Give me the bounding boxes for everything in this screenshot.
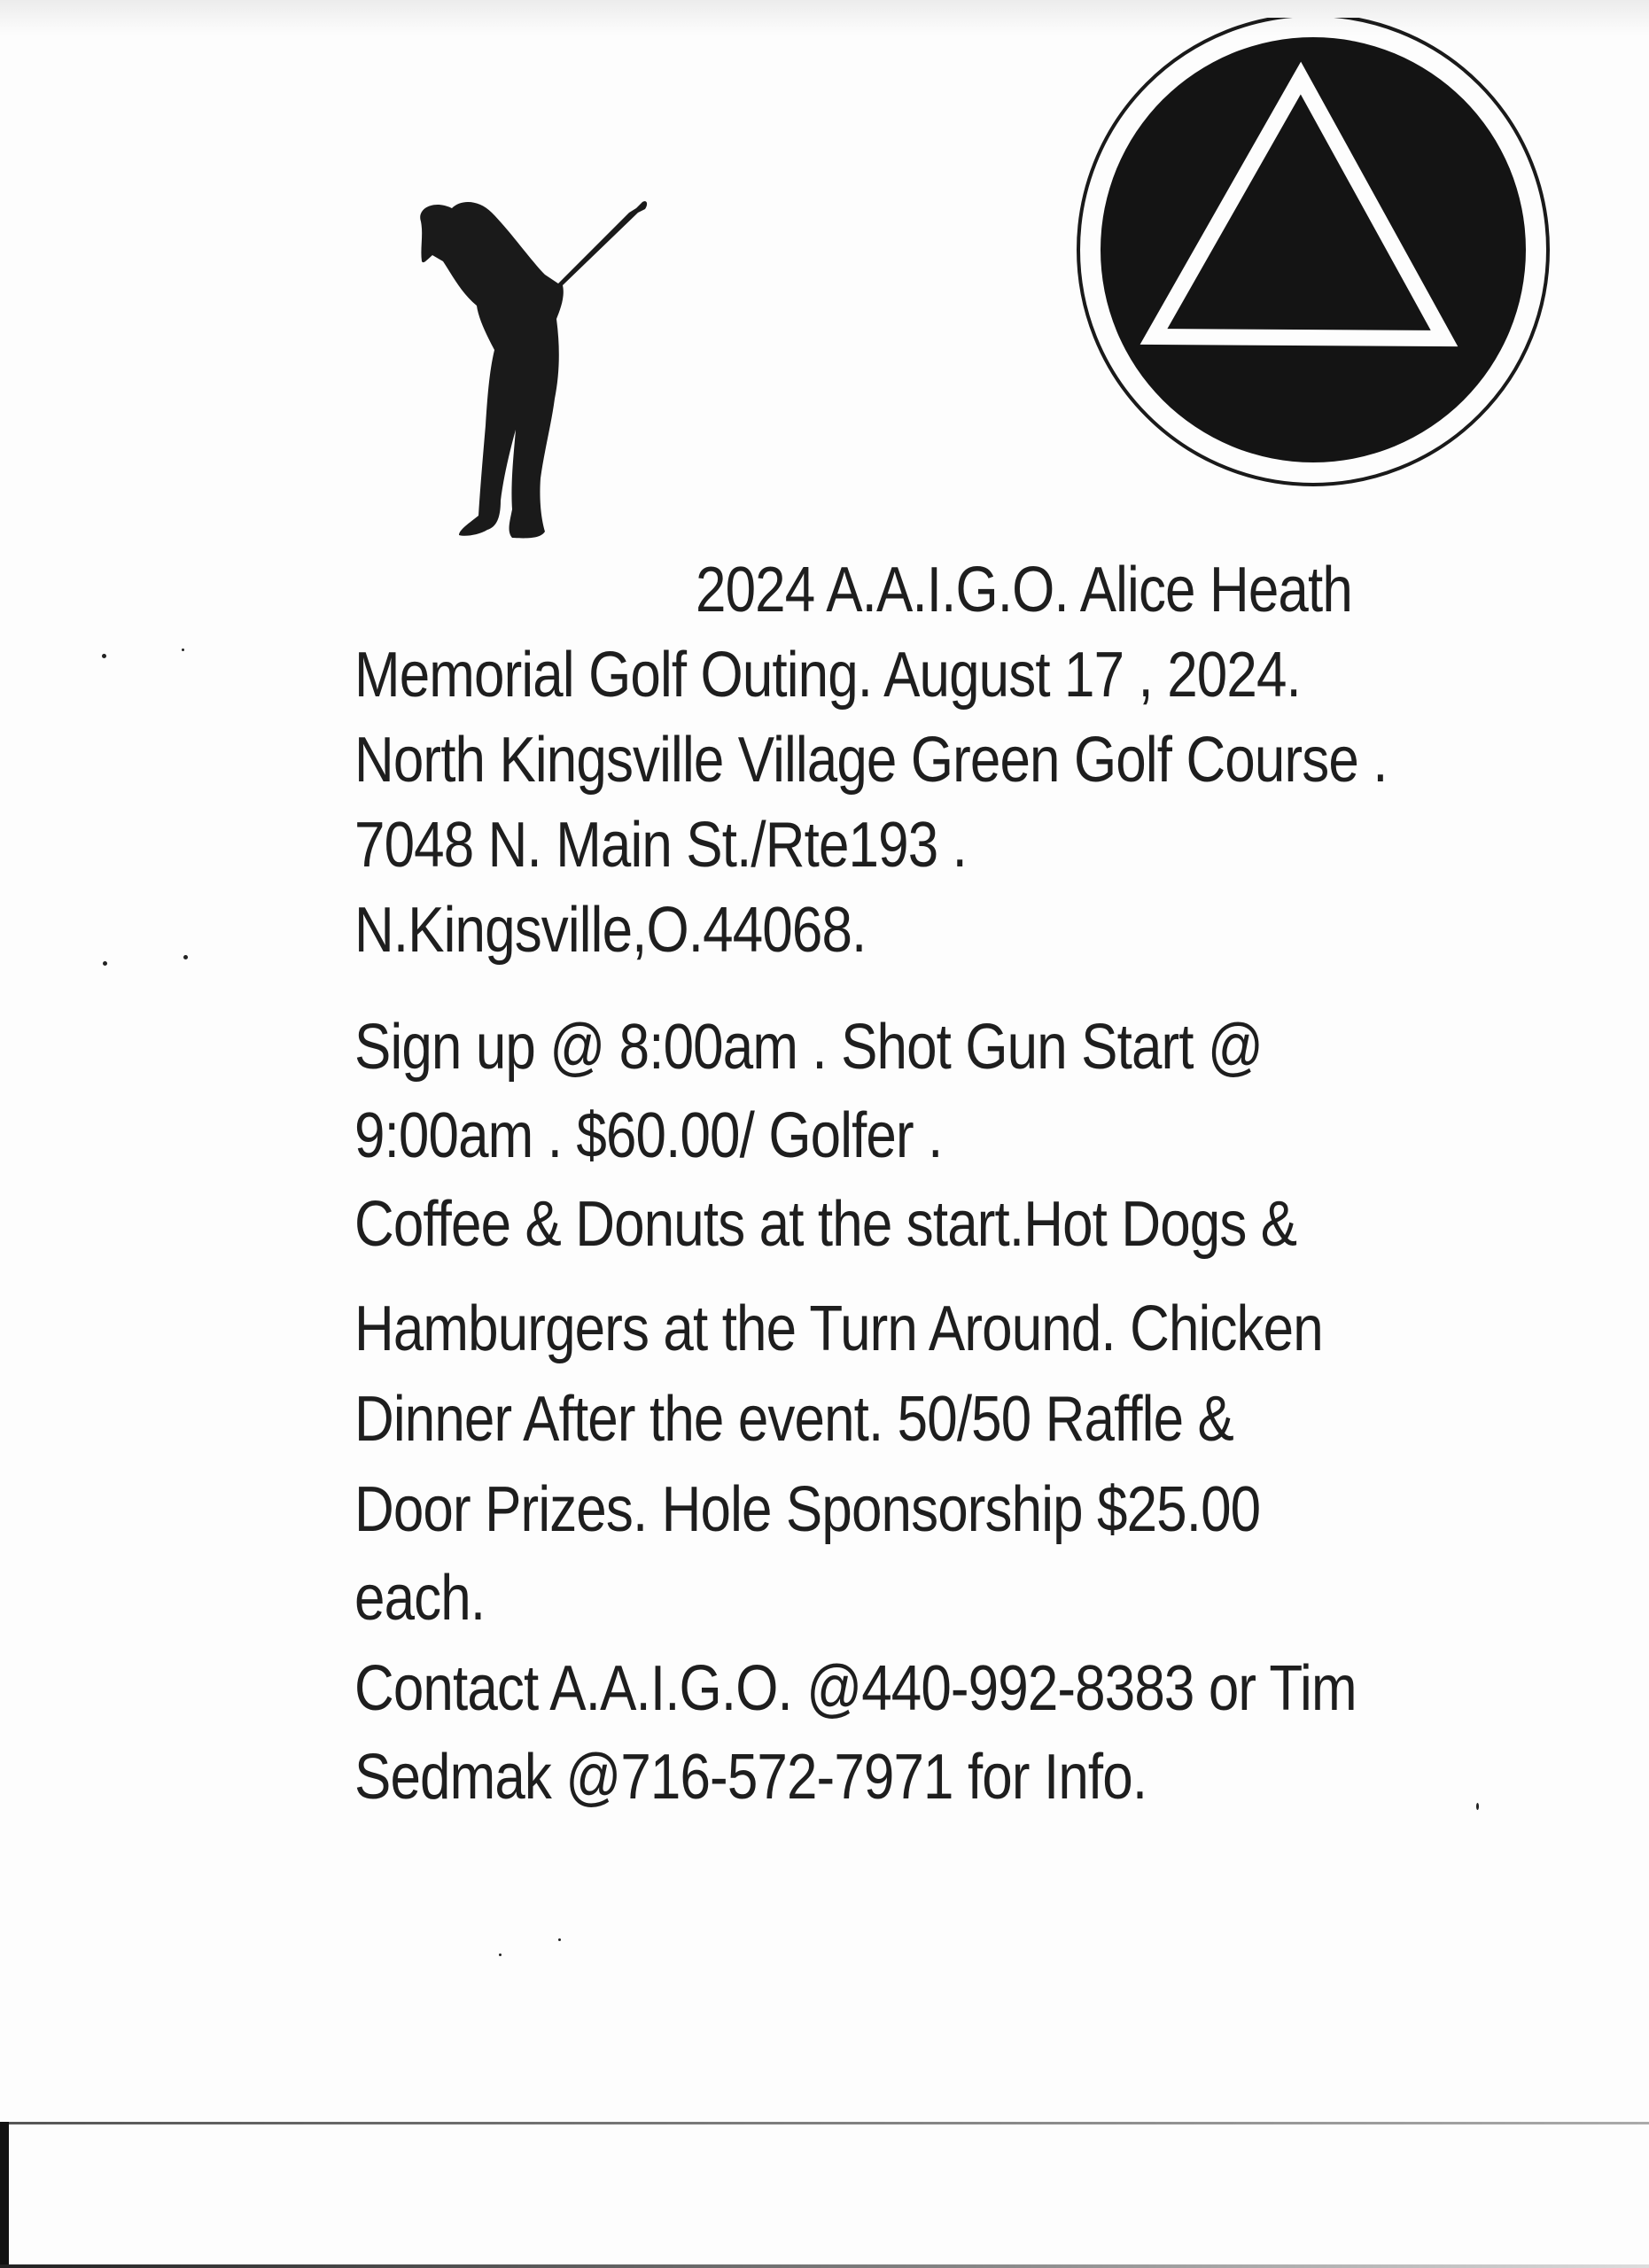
address-street-line: 7048 N. Main St./Rte193 . (354, 810, 967, 881)
page-fold-line (0, 2122, 1649, 2124)
scan-speck (103, 961, 107, 966)
heading-line-1: 2024 A.A.I.G.O. Alice Heath (696, 555, 1352, 625)
prizes-line-3: each. (354, 1563, 486, 1634)
address-city-line: N.Kingsville,O.44068. (354, 895, 867, 966)
scan-speck (558, 1938, 561, 1941)
triangle-circle-logo-icon (1072, 18, 1568, 514)
scan-edge (0, 2122, 9, 2268)
scan-speck (182, 649, 184, 651)
venue-line: North Kingsville Village Green Golf Course . (354, 725, 1388, 796)
contact-line-2: Sedmak @716-572-7971 for Info. (354, 1742, 1147, 1813)
schedule-line-1: Sign up @ 8:00am . Shot Gun Start @ (354, 1012, 1263, 1083)
prizes-line-1: Dinner After the event. 50/50 Raffle & (354, 1384, 1233, 1455)
scan-speck (102, 654, 106, 658)
food-line-1: Coffee & Donuts at the start.Hot Dogs & (354, 1189, 1297, 1260)
schedule-line-2: 9:00am . $60.00/ Golfer . (354, 1100, 943, 1171)
scan-speck (499, 1953, 502, 1956)
scan-speck (1476, 1803, 1479, 1810)
golfer-silhouette-icon (354, 159, 709, 567)
food-line-2: Hamburgers at the Turn Around. Chicken (354, 1293, 1323, 1364)
prizes-line-2: Door Prizes. Hole Sponsorship $25.00 (354, 1474, 1261, 1545)
scan-speck (183, 955, 188, 959)
contact-line-1: Contact A.A.I.G.O. @440-992-8383 or Tim (354, 1653, 1357, 1724)
scan-edge (0, 2264, 1649, 2268)
heading-line-2: Memorial Golf Outing. August 17 , 2024. (354, 640, 1301, 711)
